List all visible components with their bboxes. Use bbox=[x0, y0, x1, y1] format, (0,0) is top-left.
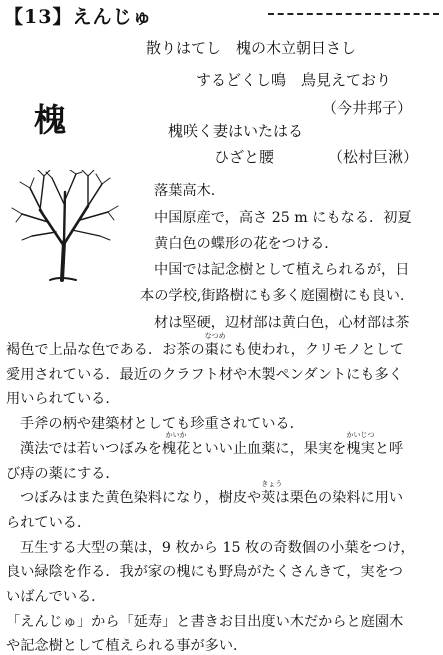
body-line: 手斧の柄や建築材としても珍重されている． bbox=[20, 416, 304, 433]
poem1-line1: 散りはてし 槐の木立朝日さし bbox=[146, 39, 357, 57]
body-line: 黄白色の蝶形の花をつける． bbox=[154, 236, 339, 252]
heading-dashed-rule bbox=[268, 13, 439, 15]
body-line: いばんでいる． bbox=[6, 589, 106, 605]
body-line: 褐色で上品な色である．お茶の なつめ 棗にも使われ，クリモノとして bbox=[6, 332, 404, 358]
body-line: 中国原産で，高さ 25 m にもなる．初夏 bbox=[154, 210, 412, 226]
main-kanji: 槐 bbox=[34, 101, 67, 139]
tree-illustration bbox=[10, 170, 120, 282]
body-line: び痔の薬にする． bbox=[6, 465, 120, 482]
body-line: 本の学校,街路樹にも多く庭園樹にも良い. bbox=[140, 288, 405, 304]
body-line: 漢法では若いつぼみを かいか 槐花といい止血薬に，果実を かいじつ 槐実と呼 bbox=[20, 430, 404, 457]
body-line: つぼみはまた黄色染料になり，樹皮や きょう 莢は栗色の染料に用い bbox=[20, 480, 404, 507]
body-line: 落葉高木. bbox=[154, 183, 216, 199]
body-line: られている． bbox=[6, 514, 92, 531]
body-line: 良い緑陰を作る．我が家の槐にも野鳥がたくさんきて，実をつ bbox=[6, 564, 403, 581]
body-line: 中国では記念樹として植えられるが，日 bbox=[154, 262, 410, 278]
body-line: 愛用されている．最近のクラフト材や木製ペンダントにも多く bbox=[6, 366, 403, 383]
body-line: や記念樹として植えられる事が多い． bbox=[6, 638, 248, 655]
body-line: 「えんじゅ」から「延寿」と書きお目出度い木だからと庭園木 bbox=[6, 613, 404, 630]
poem1-author: （今井邦子） bbox=[322, 99, 413, 117]
section-heading: 【13】えんじゅ bbox=[4, 6, 153, 28]
body-line: 用いられている． bbox=[6, 391, 120, 408]
poem2-line2: ひざと腰 bbox=[214, 148, 275, 166]
poem2-line1: 槐咲く妻はいたはる bbox=[168, 122, 304, 140]
poem1-line2: するどくし鳴 鳥見えており bbox=[196, 71, 392, 89]
body-line: 材は堅硬，辺材部は黄白色，心材部は茶 bbox=[154, 315, 410, 331]
body-line: 互生する大型の葉は，9 枚から 15 枚の奇数個の小葉をつけ， bbox=[20, 539, 415, 556]
poem2-author: （松村巨湫） bbox=[328, 148, 419, 166]
